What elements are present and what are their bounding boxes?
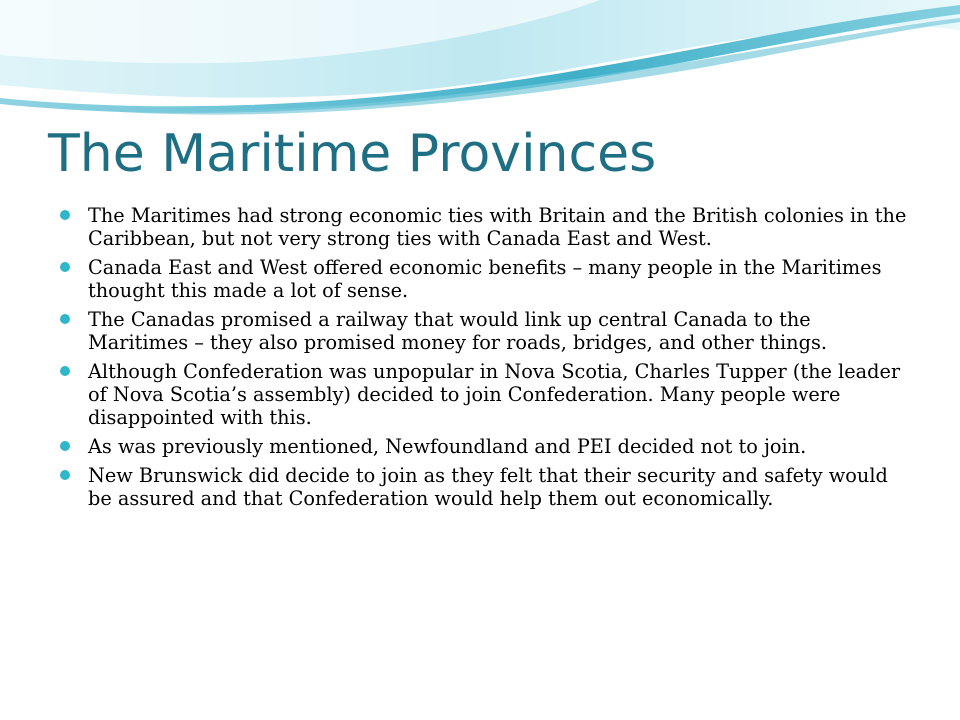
- bullet-text: As was previously mentioned, Newfoundland and PEI decided not to join.: [88, 435, 807, 458]
- bullet-icon: [60, 314, 70, 324]
- bullet-list: [60, 204, 910, 516]
- header-wave-decoration: [0, 0, 960, 130]
- bullet-icon: [60, 366, 70, 376]
- bullet-item: [60, 435, 910, 458]
- bullet-text: The Maritimes had strong economic ties with Britain and the British colonies in the Caribbean, but not very strong ties with Canada East and West.: [88, 204, 907, 250]
- bullet-text: The Canadas promised a railway that would link up central Canada to the Maritimes – they also promised money for roads, bridges, and other things.: [88, 308, 827, 354]
- bullet-icon: [60, 210, 70, 220]
- bullet-icon: [60, 441, 70, 451]
- bullet-text: Canada East and West offered economic benefits – many people in the Maritimes thought this made a lot of sense.: [88, 256, 882, 302]
- bullet-item: [60, 256, 910, 302]
- bullet-item: [60, 360, 910, 429]
- slide-title: The Maritime Provinces: [48, 124, 657, 184]
- bullet-item: [60, 308, 910, 354]
- bullet-text: New Brunswick did decide to join as they felt that their security and safety would be assured and that Confederation would help them out economically.: [88, 464, 888, 510]
- bullet-item: [60, 204, 910, 250]
- bullet-text: Although Confederation was unpopular in Nova Scotia, Charles Tupper (the leader of Nova Scotia’s assembly) decided to join Confederation. Many people were disappointed with this.: [88, 360, 901, 429]
- bullet-icon: [60, 470, 70, 480]
- bullet-icon: [60, 262, 70, 272]
- bullet-item: [60, 464, 910, 510]
